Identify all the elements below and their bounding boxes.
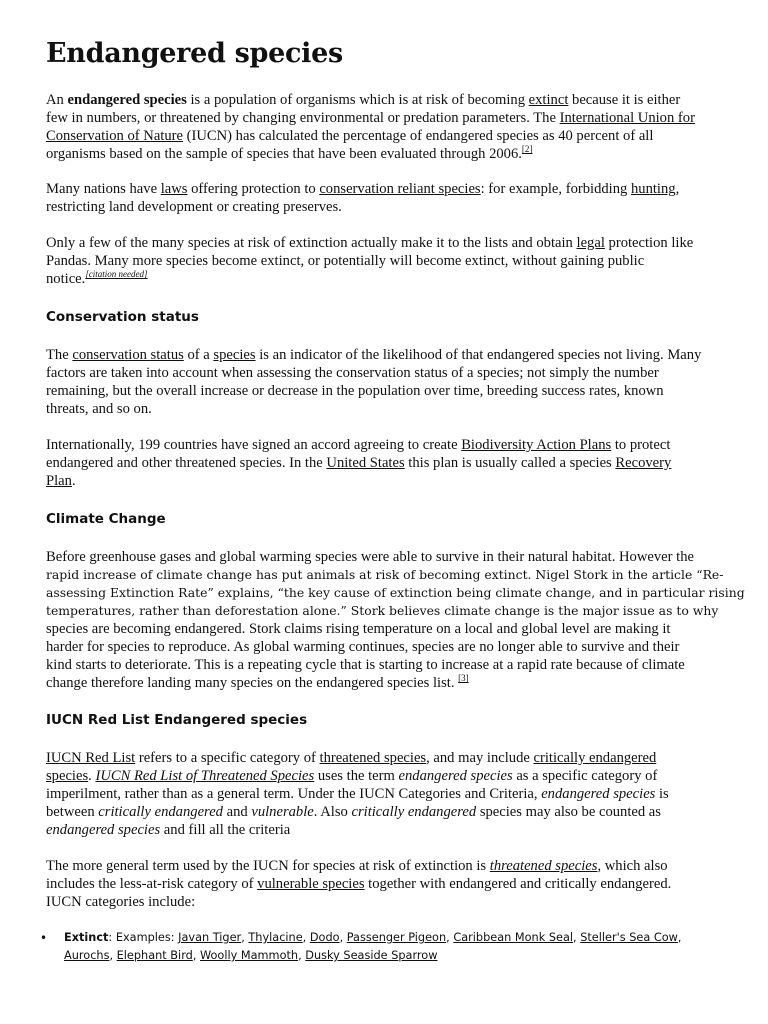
link-passenger-pigeon[interactable]: Passenger Pigeon — [346, 931, 447, 944]
link-elephant-bird[interactable]: Elephant Bird — [116, 949, 193, 962]
text: IUCN categories include: — [46, 894, 196, 910]
text: species are becoming endangered. Stork claims rising temperature on a local and global level are making it — [46, 621, 671, 637]
text: organisms based on the sample of species that have been evaluated through 2006. — [46, 146, 522, 162]
text: : for example, forbidding — [480, 181, 631, 197]
threatened-paragraph — [46, 857, 724, 911]
link-stellers-sea-cow[interactable]: Steller's Sea Cow — [580, 931, 678, 944]
laws-paragraph — [46, 180, 724, 216]
text: , — [675, 181, 680, 197]
separator: , — [192, 949, 200, 962]
text: remaining, but the overall increase or decrease in the population over time, breeding success rates, known — [46, 383, 664, 399]
text: includes the less-at-risk category of — [46, 876, 258, 892]
link-aurochs[interactable]: Aurochs — [64, 949, 110, 962]
text: endangered and other threatened species. In the — [46, 455, 327, 471]
text: : Examples: — [108, 931, 179, 944]
conservation-paragraph — [46, 346, 724, 418]
separator: , — [677, 931, 682, 944]
text: species may also be counted as — [476, 804, 661, 820]
citation-2[interactable]: [2] — [521, 144, 533, 155]
term: endangered species — [541, 786, 656, 802]
link-woolly-mammoth[interactable]: Woolly Mammoth — [200, 949, 299, 962]
separator: , — [302, 931, 310, 944]
link-species[interactable]: species — [213, 347, 256, 363]
text: protection like — [604, 235, 694, 251]
text: and fill all the criteria — [160, 822, 291, 838]
text: An — [46, 92, 68, 108]
text: Internationally, 199 countries have signed an accord agreeing to create — [46, 437, 462, 453]
text: is — [655, 786, 669, 802]
link-thylacine[interactable]: Thylacine — [248, 931, 303, 944]
link-iucn-1[interactable]: International Union for — [559, 110, 695, 126]
text: factors are taken into account when assessing the conservation status of a species; not simply the number — [46, 365, 659, 381]
extinction-paragraph — [46, 234, 724, 288]
link-extinct[interactable]: extinct — [528, 92, 569, 108]
link-dodo[interactable]: Dodo — [309, 931, 340, 944]
term: endangered species — [46, 822, 161, 838]
climate-paragraph — [46, 548, 745, 692]
text: few in numbers, or threatened by changing environmental or predation parameters. The — [46, 110, 560, 126]
text: is an indicator of the likelihood of that endangered species not living. Many — [255, 347, 702, 363]
link-united-states[interactable]: United States — [326, 455, 405, 471]
text: refers to a specific category of — [135, 750, 320, 766]
text: uses the term — [314, 768, 399, 784]
page-title: Endangered species — [46, 38, 343, 69]
link-threatened-species-2[interactable]: threatened species — [489, 858, 598, 874]
biodiversity-paragraph — [46, 436, 724, 490]
term: critically endangered — [98, 804, 223, 820]
text: notice. — [46, 271, 86, 287]
link-legal[interactable]: legal — [576, 235, 605, 251]
separator: , — [241, 931, 249, 944]
link-hunting[interactable]: hunting — [630, 181, 676, 197]
heading-climate-change: Climate Change — [46, 511, 166, 527]
text: Many nations have — [46, 181, 161, 197]
separator: , — [446, 931, 454, 944]
separator: , — [573, 931, 581, 944]
text: together with endangered and critically endangered. — [364, 876, 672, 892]
text: imperilment, rather than as a general term. Under the IUCN Categories and Criteria, — [46, 786, 542, 802]
text: assessing Extinction Rate” explains, “the key cause of extinction being climate change, and in particular rising — [46, 585, 745, 600]
link-iucn-2[interactable]: Conservation of Nature — [46, 128, 183, 144]
link-recovery-plan-2[interactable]: Plan — [46, 473, 72, 489]
link-vulnerable-species[interactable]: vulnerable species — [257, 876, 365, 892]
text: is a population of organisms which is at risk of becoming — [186, 92, 529, 108]
text: Pandas. Many more species become extinct, or potentially will become extinct, without gaining public — [46, 253, 645, 269]
term: critically endangered — [351, 804, 477, 820]
text: restricting land development or creating preserves. — [46, 199, 342, 215]
text: change therefore landing many species on the endangered species list. — [46, 675, 459, 691]
link-recovery-plan-1[interactable]: Recovery — [615, 455, 672, 471]
text: threats, and so on. — [46, 401, 152, 417]
link-laws[interactable]: laws — [160, 181, 188, 197]
link-iucn-red-list[interactable]: IUCN Red List — [46, 750, 136, 766]
bullet-icon: • — [40, 931, 48, 945]
text: The more general term used by the IUCN for species at risk of extinction is — [46, 858, 490, 874]
text: harder for species to reproduce. As global warming continues, species are no longer able to survive and their — [46, 639, 680, 655]
text: . Also — [313, 804, 352, 820]
text: The — [46, 347, 73, 363]
intro-paragraph — [46, 91, 724, 163]
separator: , — [339, 931, 347, 944]
text: because it is either — [568, 92, 681, 108]
text: as a specific category of — [512, 768, 658, 784]
separator: , — [298, 949, 306, 962]
link-conservation-status[interactable]: conservation status — [72, 347, 184, 363]
text: and — [222, 804, 252, 820]
iucn-paragraph — [46, 749, 724, 839]
link-critically-endangered-2[interactable]: species — [46, 768, 89, 784]
separator: , — [109, 949, 117, 962]
text: of a — [183, 347, 214, 363]
text: Only a few of the many species at risk of extinction actually make it to the lists and obtain — [46, 235, 577, 251]
link-caribbean-monk-seal[interactable]: Caribbean Monk Seal — [453, 931, 574, 944]
link-threatened-species[interactable]: threatened species — [319, 750, 427, 766]
text: temperatures, rather than deforestation alone.” Stork believes climate change is the major issue as to why — [46, 603, 719, 618]
text: between — [46, 804, 99, 820]
text: to protect — [611, 437, 671, 453]
text: Before greenhouse gases and global warming species were able to survive in their natural habitat. However the — [46, 549, 694, 565]
heading-conservation-status: Conservation status — [46, 309, 199, 325]
text: , which also — [597, 858, 668, 874]
link-dusky-seaside-sparrow[interactable]: Dusky Seaside Sparrow — [305, 949, 438, 962]
term: vulnerable — [251, 804, 314, 820]
text: this plan is usually called a species — [404, 455, 616, 471]
label-extinct: Extinct — [64, 931, 109, 944]
text: rapid increase of climate change has put animals at risk of becoming extinct. Nigel Stork in the article “Re- — [46, 567, 724, 582]
text: kind starts to deteriorate. This is a repeating cycle that is starting to increase at a rapid rate because of climate — [46, 657, 685, 673]
citation-3[interactable]: [3] — [458, 673, 469, 684]
term-endangered-species: endangered species — [67, 92, 187, 108]
link-iucn-red-list-threatened[interactable]: IUCN Red List of Threatened Species — [95, 768, 315, 784]
term: endangered species — [398, 768, 513, 784]
link-javan-tiger[interactable]: Javan Tiger — [178, 931, 242, 944]
text: . — [71, 473, 76, 489]
link-critically-endangered-1[interactable]: critically endangered — [533, 750, 657, 766]
citation-needed[interactable]: [citation needed] — [85, 269, 148, 280]
text: offering protection to — [187, 181, 320, 197]
text: . — [88, 768, 96, 784]
link-conservation-reliant-species[interactable]: conservation reliant species — [319, 181, 481, 197]
list-item-extinct — [40, 929, 724, 965]
text: (IUCN) has calculated the percentage of endangered species as 40 percent of all — [182, 128, 654, 144]
heading-iucn-red-list: IUCN Red List Endangered species — [46, 712, 308, 728]
link-biodiversity-action-plans[interactable]: Biodiversity Action Plans — [461, 437, 612, 453]
text: , and may include — [426, 750, 534, 766]
